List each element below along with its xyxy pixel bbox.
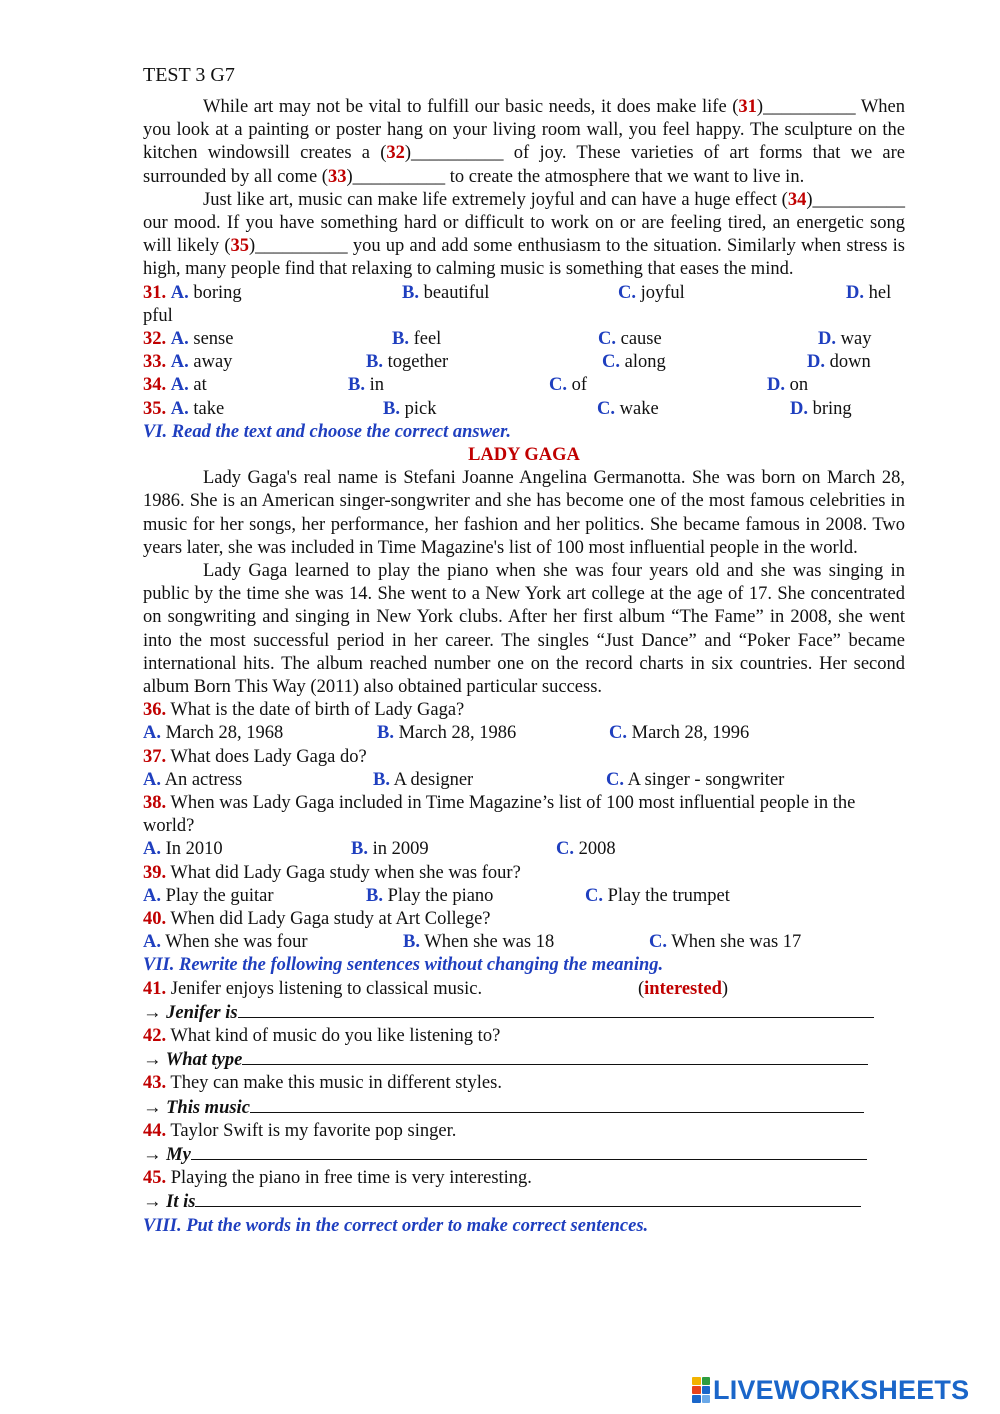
blank-number-34: 34 <box>787 189 807 210</box>
option-letter: C. <box>549 375 567 396</box>
option-a[interactable]: In 2010 <box>165 839 223 860</box>
answer-line-44 <box>143 1143 905 1167</box>
question-number: 33. <box>143 352 167 373</box>
option-b[interactable]: feel <box>413 329 442 350</box>
answer-line-43 <box>143 1096 905 1120</box>
answer-line-41 <box>143 1001 905 1025</box>
question-number: 41. <box>143 978 167 999</box>
passage-text: )__________ our mood. If you have something hard or difficult to work on or are feeling tired, an energetic song will likely ( <box>143 189 905 257</box>
question-40-stem <box>143 908 905 931</box>
option-letter: B. <box>366 885 383 906</box>
option-b[interactable]: beautiful <box>423 282 490 303</box>
option-d[interactable]: bring <box>812 398 852 419</box>
question-number: 37. <box>143 746 167 767</box>
option-letter: C. <box>606 769 624 790</box>
question-number: 34. <box>143 375 167 396</box>
question-41-stem <box>143 978 905 1001</box>
question-number: 31. <box>143 282 167 303</box>
question-36-stem <box>143 699 905 722</box>
passage-text: )__________ to create the atmosphere that we want to live in. <box>346 166 805 187</box>
answer-blank[interactable] <box>238 1001 874 1018</box>
option-a[interactable]: When she was four <box>165 932 308 953</box>
blank-number-31: 31 <box>738 97 757 117</box>
option-b[interactable]: in <box>369 375 384 396</box>
question-38-stem <box>143 792 905 838</box>
option-c[interactable]: A singer - songwriter <box>627 769 785 790</box>
option-letter: C. <box>618 282 636 303</box>
option-letter: D. <box>790 398 808 419</box>
option-letter: C. <box>598 329 616 350</box>
option-b[interactable]: When she was 18 <box>424 932 555 953</box>
option-c[interactable]: along <box>624 352 666 373</box>
logo-text: LIVEWORKSHEETS <box>713 1374 970 1405</box>
question-text: They can make this music in different styles. <box>170 1073 502 1094</box>
option-a[interactable]: March 28, 1968 <box>165 723 284 744</box>
question-text: Taylor Swift is my favorite pop singer. <box>170 1120 457 1141</box>
question-text: What kind of music do you like listening to? <box>170 1025 501 1046</box>
question-36-options <box>143 722 905 745</box>
section-8-heading: VIII. Put the words in the correct order to make correct sentences. <box>143 1215 649 1236</box>
option-b[interactable]: A designer <box>393 769 474 790</box>
passage-title: LADY GAGA <box>468 444 580 465</box>
option-letter: A. <box>143 723 161 744</box>
option-letter: B. <box>373 769 390 790</box>
question-42-stem <box>143 1025 905 1048</box>
option-c[interactable]: When she was 17 <box>671 932 802 953</box>
option-letter: B. <box>351 839 368 860</box>
question-39-stem <box>143 862 905 885</box>
option-letter: A. <box>170 282 189 303</box>
option-letter: B. <box>402 282 419 303</box>
question-text: Playing the piano in free time is very interesting. <box>170 1168 532 1189</box>
question-number: 40. <box>143 908 167 929</box>
question-34-options <box>143 374 905 397</box>
option-letter: C. <box>597 398 615 419</box>
question-43-stem <box>143 1072 905 1095</box>
section-7-heading: VII. Rewrite the following sentences without changing the meaning. <box>143 955 664 976</box>
blank-number-32: 32 <box>386 143 405 164</box>
question-44-stem <box>143 1120 905 1143</box>
passage-text: )__________ When you look at a painting or poster hang on your living room wall, you feel happy. The sculpture on the kitchen windowsill creates a ( <box>143 97 905 164</box>
question-31-options <box>143 282 905 305</box>
option-letter: C. <box>602 352 620 373</box>
option-letter: A. <box>170 329 189 350</box>
option-a[interactable]: sense <box>193 329 234 350</box>
question-text: What did Lady Gaga study when she was four? <box>170 862 521 883</box>
question-number: 43. <box>143 1073 167 1094</box>
passage-text: While art may not be vital to fulfill our basic needs, it does make life ( <box>203 97 739 117</box>
answer-prompt: → It is <box>143 1192 196 1213</box>
question-33-options <box>143 351 905 374</box>
option-letter: A. <box>143 839 161 860</box>
blank-number-35: 35 <box>230 236 249 257</box>
passage-paragraph-2 <box>143 189 905 282</box>
option-letter: A. <box>170 352 189 373</box>
option-b[interactable]: Play the piano <box>387 885 494 906</box>
passage-text: )__________ of joy. These varieties of art forms that we are surrounded by all come ( <box>143 143 905 187</box>
blank-number-33: 33 <box>327 166 347 187</box>
answer-blank[interactable] <box>250 1096 864 1113</box>
question-37-stem <box>143 746 905 769</box>
question-37-options <box>143 769 905 792</box>
option-a[interactable]: at <box>193 375 207 396</box>
hint-text: interested <box>644 978 722 999</box>
question-text: When was Lady Gaga included in Time Magazine’s list of 100 most influential people in the world? <box>143 792 856 837</box>
option-letter: A. <box>143 769 161 790</box>
option-letter: C. <box>609 723 627 744</box>
option-a[interactable]: away <box>193 352 233 373</box>
option-b[interactable]: March 28, 1986 <box>398 723 517 744</box>
question-number: 44. <box>143 1120 167 1141</box>
option-d[interactable]: hel <box>868 282 892 303</box>
option-b[interactable]: pick <box>404 398 437 419</box>
option-letter: C. <box>556 839 574 860</box>
worksheet-page <box>143 60 905 1238</box>
answer-prompt: → This music <box>143 1097 250 1118</box>
passage-text: )__________ you up and add some enthusiasm to the situation. Similarly when stress is high, many people find that relaxing to calming music is something that eases the mind. <box>143 236 905 280</box>
option-letter: A. <box>143 932 161 953</box>
lady-gaga-paragraph-1: Lady Gaga's real name is Stefani Joanne Angelina Germanotta. She was born on March 28, 1986. She is an American singer-songwriter and she has become one of the most famous celebrities in music for her songs, her performance, her fashion and her politics. She became famous in 2008. Two years later, she was included in Time Magazine's list of 100 most influential people in the world. <box>143 468 905 558</box>
option-letter: D. <box>807 352 825 373</box>
test-title: TEST 3 G7 <box>143 64 235 86</box>
question-39-options <box>143 885 905 908</box>
option-a[interactable]: An actress <box>164 769 243 790</box>
answer-blank[interactable] <box>191 1143 867 1160</box>
option-b[interactable]: in 2009 <box>372 839 429 860</box>
answer-blank[interactable] <box>242 1048 868 1065</box>
option-a[interactable]: boring <box>193 282 242 303</box>
option-letter: C. <box>585 885 603 906</box>
question-38-options <box>143 838 905 861</box>
option-letter: B. <box>348 375 365 396</box>
answer-line-45 <box>143 1190 905 1214</box>
question-text: Jenifer enjoys listening to classical music. <box>170 978 483 999</box>
answer-prompt: → My <box>143 1144 191 1165</box>
option-letter: B. <box>403 932 420 953</box>
question-number: 35. <box>143 398 167 419</box>
passage-text: Just like art, music can make life extremely joyful and can have a huge effect ( <box>203 189 788 210</box>
question-number: 39. <box>143 862 167 883</box>
answer-prompt: → Jenifer is <box>143 1002 238 1023</box>
option-d[interactable]: way <box>840 329 872 350</box>
option-c[interactable]: cause <box>620 329 662 350</box>
question-number: 32. <box>143 329 167 350</box>
option-letter: B. <box>392 329 409 350</box>
option-c[interactable]: Play the trumpet <box>607 885 730 906</box>
option-c[interactable]: joyful <box>640 282 685 303</box>
question-number: 38. <box>143 792 167 813</box>
hint-close-paren: ) <box>721 978 729 999</box>
question-45-stem <box>143 1167 905 1190</box>
option-d[interactable]: on <box>789 375 809 396</box>
option-letter: A. <box>143 885 161 906</box>
option-letter: D. <box>818 329 836 350</box>
question-40-options <box>143 931 905 954</box>
question-text: What is the date of birth of Lady Gaga? <box>170 700 465 721</box>
answer-prompt: → What type <box>143 1050 243 1071</box>
hint-word <box>638 978 728 1001</box>
option-letter: C. <box>649 932 667 953</box>
option-letter: B. <box>383 398 400 419</box>
question-text: What does Lady Gaga do? <box>170 746 367 767</box>
answer-line-42 <box>143 1048 905 1072</box>
question-text: When did Lady Gaga study at Art College? <box>170 908 491 929</box>
answer-blank[interactable] <box>195 1190 861 1207</box>
option-c[interactable]: wake <box>619 398 659 419</box>
option-letter: A. <box>170 398 189 419</box>
question-number: 42. <box>143 1025 167 1046</box>
option-letter: B. <box>377 723 394 744</box>
lady-gaga-paragraph-2: Lady Gaga learned to play the piano when she was four years old and she was singing in public by the time she was 14. She went to a New York art college at the age of 17. She concentrated on songwriting and singing in New York clubs. After her first album “The Fame” in 2008, she went into the most successful period in her career. The singles “Just Dance” and “Poker Face” became international hits. The album reached number one on the record charts in six countries. Her second album Born This Way (2011) also obtained particular success. <box>143 560 905 697</box>
question-number: 36. <box>143 700 167 721</box>
option-a[interactable]: Play the guitar <box>165 885 274 906</box>
question-35-options <box>143 398 905 421</box>
option-wrap: pful <box>143 305 173 326</box>
option-c[interactable]: of <box>571 375 588 396</box>
liveworksheets-logo <box>692 1373 969 1407</box>
hint-open-paren: ( <box>638 978 645 999</box>
question-32-options <box>143 328 905 351</box>
option-letter: D. <box>767 375 785 396</box>
section-6-heading: VI. Read the text and choose the correct answer. <box>143 421 511 442</box>
option-letter: A. <box>170 375 189 396</box>
option-a[interactable]: take <box>193 398 225 419</box>
option-d[interactable]: down <box>829 352 871 373</box>
logo-grid-icon <box>692 1377 710 1403</box>
option-b[interactable]: together <box>387 352 449 373</box>
question-number: 45. <box>143 1168 167 1189</box>
passage-paragraph-1 <box>143 96 905 189</box>
option-letter: B. <box>366 352 383 373</box>
option-c[interactable]: March 28, 1996 <box>631 723 750 744</box>
option-letter: D. <box>846 282 864 303</box>
option-c[interactable]: 2008 <box>578 839 616 860</box>
